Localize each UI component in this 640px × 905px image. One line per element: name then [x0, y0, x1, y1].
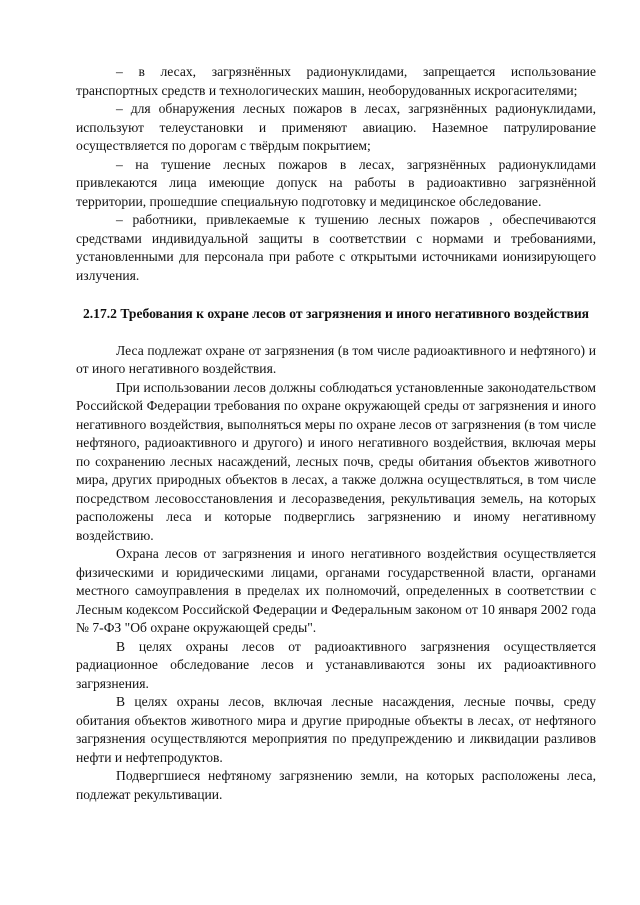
- paragraph-3: Охрана лесов от загрязнения и иного негативного воздействия осуществляется физическими и юридическими лицами, органами государственной власти, органами местного самоуправления в пределах их полномочий, определенных в соответствии с Лесным кодексом Российской Федерации и Федеральным законом от 10 января 2002 года № 7-ФЗ "Об охране окружающей среды".: [76, 546, 596, 635]
- bullet-item-4: – работники, привлекаемые к тушению лесных пожаров , обеспечиваются средствами индивидуальной защиты в соответствии с нормами и требованиями, установленными для персонала при работе с открытыми источниками ионизирующего излучения.: [76, 212, 596, 283]
- bullet-item-3: – на тушение лесных пожаров в лесах, загрязнённых радионуклидами привлекаются лица имеющие допуск на работы в радиоактивно загрязнённой территории, прошедшие специальную подготовку и медицинское обследование.: [76, 156, 596, 209]
- paragraph-1: Леса подлежат охране от загрязнения (в том числе радиоактивного и нефтяного) и от иного негативного воздействия.: [76, 342, 596, 376]
- paragraph-2: При использовании лесов должны соблюдаться установленные законодательством Российской Федерации требования по охране окружающей среды от загрязнения и иного негативного воздействия, выполняться меры по охране лесов от загрязнения (в том числе нефтяного, радиоактивного и другого) и иного негативного воздействия, включая меры по сохранению лесных насаждений, лесных почв, среды обитания объектов животного мира, других природных объектов в лесах, а также должна осуществляться, в том числе посредством лесовосстановления и лесоразведения, рекультивация земель, на которых расположены леса и которые подверглись загрязнению и иному негативному воздействию.: [76, 379, 596, 543]
- bullet-item-2: – для обнаружения лесных пожаров в лесах, загрязнённых радионуклидами, используют телеустановки и применяют авиацию. Наземное патрулирование осуществляется по дорогам с твёрдым покрытием;: [76, 101, 596, 153]
- document-body: [76, 63, 596, 804]
- section-heading: 2.17.2 Требования к охране лесов от загрязнения и иного негативного воздействия: [82, 306, 590, 321]
- bullet-item-1: – в лесах, загрязнённых радионуклидами, запрещается использование транспортных средств и технологических машин, необорудованных искрогасителями;: [76, 64, 596, 98]
- paragraph-5: В целях охраны лесов, включая лесные насаждения, лесные почвы, среду обитания объектов животного мира и другие природные объекты в лесах, от нефтяного загрязнения осуществляются мероприятия по предупреждению и ликвидации разливов нефти и нефтепродуктов.: [76, 694, 596, 765]
- paragraph-4: В целях охраны лесов от радиоактивного загрязнения осуществляется радиационное обследование лесов и устанавливаются зоны их радиоактивного загрязнения.: [76, 638, 596, 691]
- paragraph-6: Подвергшиеся нефтяному загрязнению земли, на которых расположены леса, подлежат рекультивации.: [76, 768, 596, 802]
